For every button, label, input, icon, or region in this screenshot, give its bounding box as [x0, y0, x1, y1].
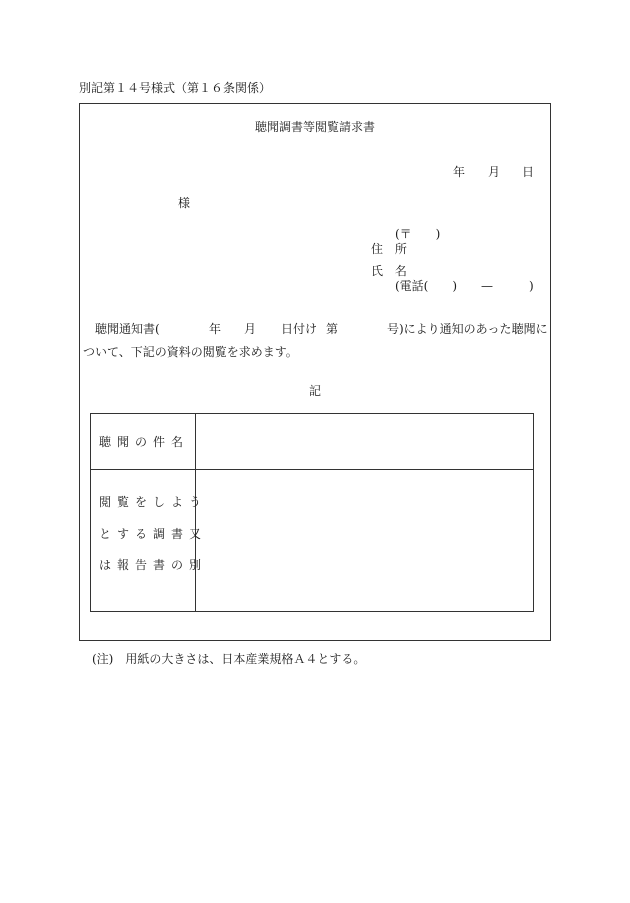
table-column-divider: [195, 414, 196, 611]
document-type-label-line2: とする調書又: [99, 527, 208, 541]
phone-line: (電話( ) — ): [395, 279, 534, 293]
name-label: 氏 名: [371, 264, 411, 278]
body-line1-year: 年: [209, 322, 222, 336]
address-label: 住 所: [371, 242, 411, 256]
body-line1-month: 月: [244, 322, 257, 336]
table-row-divider: [91, 469, 533, 470]
document-type-label-line3: は報告書の別: [99, 558, 208, 572]
date-month-label: 月: [488, 165, 501, 179]
resource-table: [90, 413, 534, 612]
date-year-label: 年: [453, 165, 466, 179]
addressee-honorific: 様: [178, 196, 191, 210]
body-line1-no: 第: [326, 322, 339, 336]
body-line1-dated: 日付け: [281, 322, 318, 336]
hearing-subject-label: 聴聞の件名: [99, 435, 190, 449]
form-number-label: 別記第１４号様式（第１６条関係）: [79, 81, 272, 95]
body-line2: ついて、下記の資料の閲覧を求めます。: [83, 345, 298, 359]
date-day-label: 日: [522, 165, 535, 179]
ki-heading: 記: [309, 384, 322, 398]
body-line1-rest: 号)により通知のあった聴聞に: [387, 322, 548, 336]
postal-code-paren: (〒 ): [395, 227, 441, 241]
form-title: 聴聞調書等閲覧請求書: [255, 120, 376, 134]
document-type-label-line1: 閲覧をしよう: [99, 495, 208, 509]
footnote: (注) 用紙の大きさは、日本産業規格Ａ４とする。: [92, 652, 366, 666]
body-line1-a: 聴聞通知書(: [95, 322, 160, 336]
